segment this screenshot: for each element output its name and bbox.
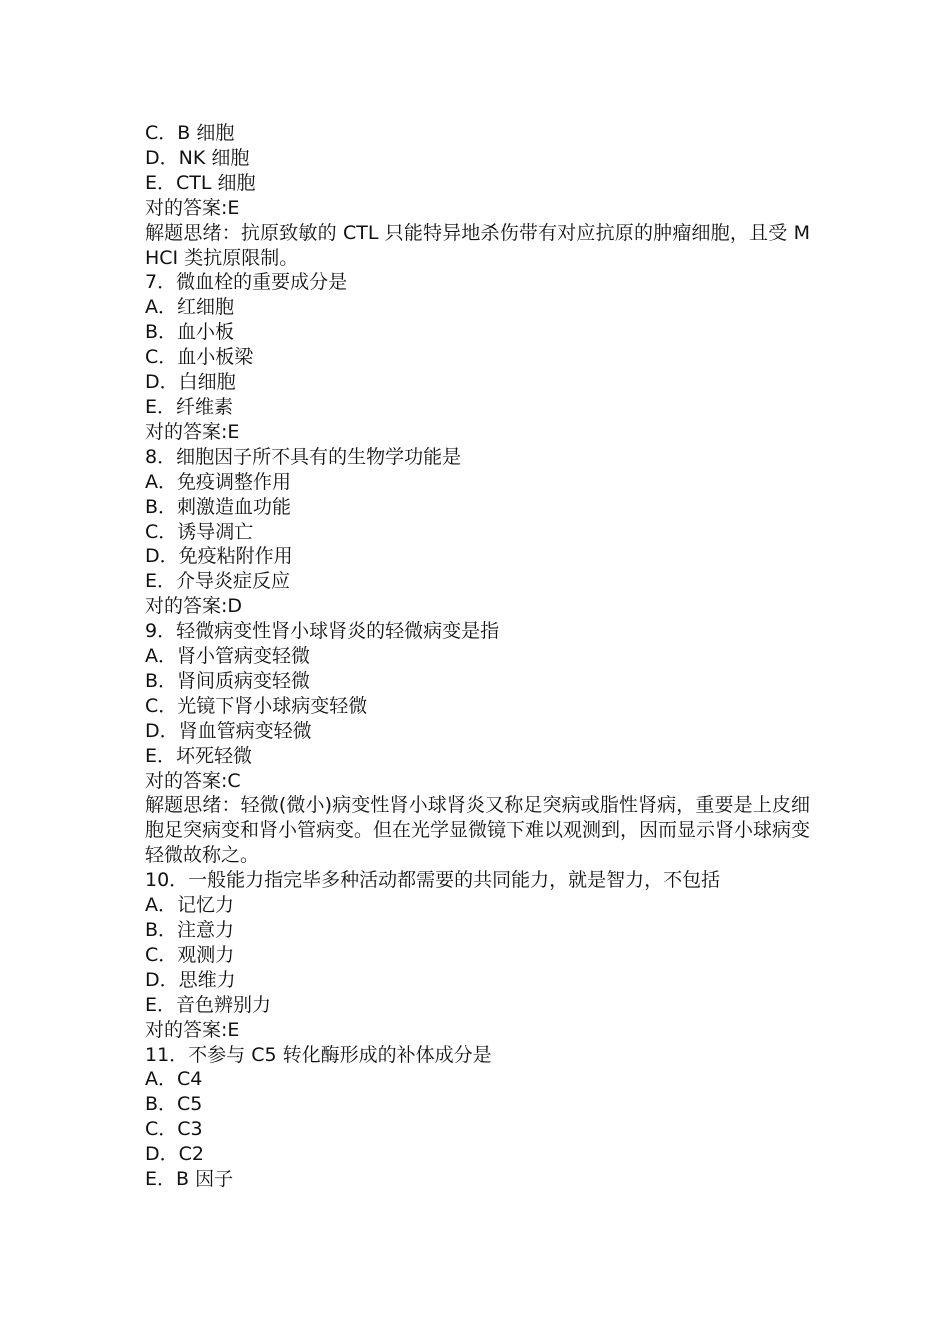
answer-option: C．光镜下肾小球病变轻微 bbox=[145, 694, 368, 717]
answer-option: E．音色辨别力 bbox=[145, 993, 272, 1016]
answer-option: C．C3 bbox=[145, 1118, 203, 1141]
answer-option: E．介导炎症反应 bbox=[145, 570, 291, 593]
correct-answer: 对的答案:E bbox=[145, 1018, 240, 1041]
answer-option: D．C2 bbox=[145, 1143, 204, 1166]
answer-option: C．观测力 bbox=[145, 943, 235, 966]
answer-option: E．坏死轻微 bbox=[145, 744, 253, 767]
answer-option: A．红细胞 bbox=[145, 296, 234, 319]
document-body bbox=[145, 121, 810, 1192]
answer-option: B．注意力 bbox=[145, 919, 235, 941]
question-stem: 7．微血栓的重要成分是 bbox=[145, 271, 348, 294]
answer-option: C．血小板梁 bbox=[145, 346, 254, 369]
answer-option: A．肾小管病变轻微 bbox=[145, 645, 310, 668]
question-stem: 10．一般能力指完毕多种活动都需要的共同能力，就是智力，不包括 bbox=[145, 869, 721, 892]
answer-option: C．B 细胞 bbox=[145, 122, 235, 144]
answer-option: A．C4 bbox=[145, 1068, 203, 1091]
question-stem: 8．细胞因子所不具有的生物学功能是 bbox=[145, 445, 462, 468]
answer-option: B．刺激造血功能 bbox=[145, 495, 292, 518]
answer-option: D．白细胞 bbox=[145, 371, 236, 394]
answer-option: A．免疫调整作用 bbox=[145, 470, 291, 493]
correct-answer: 对的答案:E bbox=[145, 420, 240, 443]
question-stem: 11．不参与 C5 转化酶形成的补体成分是 bbox=[145, 1043, 492, 1066]
answer-option: E．B 因子 bbox=[145, 1168, 234, 1191]
answer-option: C．诱导凋亡 bbox=[145, 520, 254, 543]
answer-option: E．纤维素 bbox=[145, 395, 234, 418]
question-stem: 9．轻微病变性肾小球肾炎的轻微病变是指 bbox=[145, 620, 500, 643]
correct-answer: 对的答案:E bbox=[145, 196, 240, 219]
answer-option: E．CTL 细胞 bbox=[145, 171, 256, 194]
answer-option: D．思维力 bbox=[145, 968, 236, 991]
correct-answer: 对的答案:D bbox=[145, 595, 243, 618]
explanation-text: 解题思绪：抗原致敏的 CTL 只能特异地杀伤带有对应抗原的肿瘤细胞，且受 MHCI 类抗原限制。 bbox=[145, 221, 810, 269]
answer-option: D．免疫粘附作用 bbox=[145, 545, 293, 568]
answer-option: B．C5 bbox=[145, 1093, 203, 1116]
explanation-text: 解题思绪：轻微(微小)病变性肾小球肾炎又称足突病或脂性肾病，重要是上皮细胞足突病变和肾小管病变。但在光学显微镜下难以观测到，因而显示肾小球病变轻微故称之。 bbox=[145, 794, 811, 867]
answer-option: D．肾血管病变轻微 bbox=[145, 719, 312, 742]
answer-option: A．记忆力 bbox=[145, 894, 234, 917]
answer-option: B．肾间质病变轻微 bbox=[145, 669, 311, 692]
correct-answer: 对的答案:C bbox=[145, 769, 241, 792]
answer-option: D．NK 细胞 bbox=[145, 146, 250, 169]
answer-option: B．血小板 bbox=[145, 321, 235, 344]
